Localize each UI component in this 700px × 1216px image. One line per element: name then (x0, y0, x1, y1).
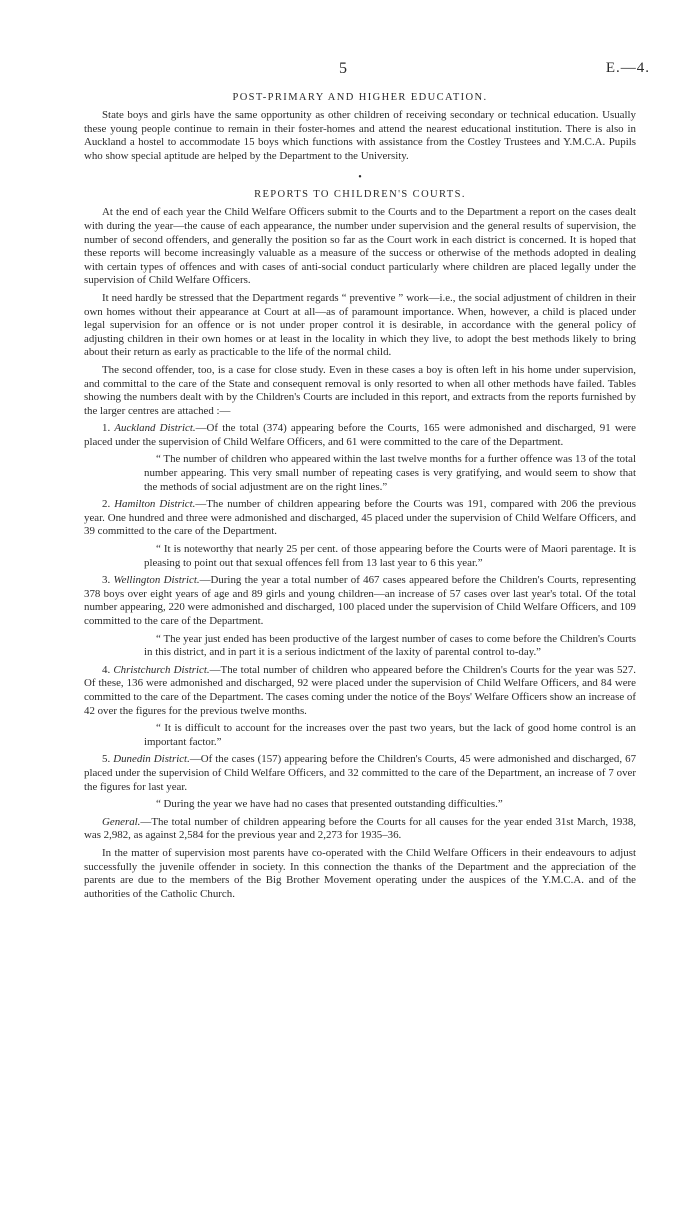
general-paragraph (84, 816, 636, 843)
district-name: Hamilton District. (114, 498, 196, 511)
district-paragraph-dunedin (84, 753, 636, 794)
district-quote-wellington: “ The year just ended has been productive of the largest number of cases to come before the Children's Courts in this district, and in part it is a serious indictment of the laxity of parental control to-day.” (144, 632, 636, 659)
district-name: Wellington District. (113, 574, 200, 587)
district-number: 5. (102, 753, 114, 766)
district-quote-auckland: “ The number of children who appeared within the last twelve months for a further offence was 13 of the total number appearing. This very small number of repeating cases is very gratifying, and would seem to show that the methods of social adjustment are on the right lines.” (144, 453, 636, 493)
paragraph-reports-1: At the end of each year the Child Welfare Officers submit to the Courts and to the Department a report on the cases dealt with during the year—the cause of each appearance, the number under supervision and the general results of supervision, the number of second offenders, and generally the position so far as the Court work in each district is concerned. It is hoped that these reports will become increasingly valuable as a measure of the success or otherwise of the methods adopted in dealing with certain types of offences and with cases of anti-social conduct particularly where children are placed legally under the supervision of Child Welfare Officers. (84, 206, 636, 287)
district-text: —Of the total (374) appearing before the Courts, 165 were admonished and discharged, 91 were placed under the supervision of Child Welfare Officers, and 61 were committed to the care of the Department. (84, 422, 637, 448)
section-heading-post-primary: POST-PRIMARY AND HIGHER EDUCATION. (232, 92, 488, 103)
paragraph-reports-2: It need hardly be stressed that the Department regards “ preventive ” work—i.e., the social adjustment of children in their own homes without their appearance at Court at all—as of paramount importance. When, however, a child is placed under legal supervision for an offence or is not under proper control it is desirable, in accordance with the general policy of adjusting children in their own homes or at least in the locality in which they live, to adopt the best methods likely to bring about their return as early as practicable to the life of the normal child. (84, 291, 636, 359)
district-text: —The number of children appearing before the Courts was 191, compared with 206 the previous year. One hundred and three were admonished and discharged, 45 placed under the supervision of Child Welfare Officers, and 39 committed to the care of the Department. (84, 498, 636, 538)
district-number: 3. (102, 574, 114, 587)
section-separator: • (358, 172, 362, 184)
district-paragraph-christchurch (84, 664, 636, 718)
document-body (84, 92, 636, 905)
district-quote-christchurch: “ It is difficult to account for the increases over the past two years, but the lack of good home control is an important factor.” (144, 722, 636, 748)
section-heading-reports: REPORTS TO CHILDREN'S COURTS. (254, 189, 466, 201)
page-reference: E.—4. (605, 60, 650, 76)
closing-paragraph: In the matter of supervision most parents have co-operated with the Child Welfare Officers in their endeavours to adjust successfully the juvenile offender in society. In this connection the thanks of the Department and the appreciation of the parents are due to the members of the Big Brother Movement operating under the auspices of the Y.M.C.A. and of the authorities of the Catholic Church. (84, 846, 636, 900)
paragraph-post-primary: State boys and girls have the same opportunity as other children of receiving secondary or technical education. Usually these young people continue to remain in their foster-homes and attend the nearest educational institution. There is also in Auckland a hostel to accommodate 15 boys which functions with assistance from the Costley Trustees and Y.M.C.A. Pupils who show special aptitude are helped by the Department to the University. (84, 109, 636, 162)
district-quote-dunedin: “ During the year we have had no cases that presented outstanding difficulties.” (156, 798, 503, 811)
page-number: 5 (339, 60, 347, 77)
general-text: —The total number of children appearing before the Courts for all causes for the year ended 31st March, 1938, was 2,982, as against 2,584 for the previous year and 2,273 for 1935–36. (84, 815, 636, 842)
district-name: Christchurch District. (113, 663, 210, 676)
district-text: —During the year a total number of 467 cases appeared before the Children's Courts, representing 378 boys over eight years of age and 89 girls and young children—an increase of 57 cases over last year's total. Of the total number appearing, 220 were admonished and discharged, 100 placed under the supervision of Child Welfare Officers, and 109 committed to the care of the Department. (84, 574, 637, 627)
district-number: 2. (102, 498, 115, 511)
district-paragraph-hamilton (84, 498, 636, 539)
district-paragraph-wellington (84, 574, 636, 628)
district-text: —The total number of children who appeared before the Children's Courts for the year was 527. Of these, 136 were admonished and discharged, 92 were placed under the supervision of Child Welfare Officers, and 84 were committed to the care of the Department. The cases coming under the notice of the Boys' Welfare Officers show an increase of 42 over the figures for the previous twelve months. (84, 663, 637, 717)
district-name: Auckland District. (114, 422, 196, 435)
district-paragraph-auckland (84, 422, 636, 449)
general-label: General. (102, 815, 141, 828)
district-number: 1. (102, 422, 115, 435)
district-name: Dunedin District. (113, 753, 190, 766)
district-text: —Of the cases (157) appearing before the Children's Courts, 45 were admonished and discharged, 67 placed under the supervision of Child Welfare Officers, and 32 committed to the care of the Department, an increase of 7 over the figures for last year. (84, 753, 637, 793)
paragraph-reports-3: The second offender, too, is a case for close study. Even in these cases a boy is often left in his home under supervision, and committal to the care of the State and consequent removal is only resorted to when all other methods have failed. Tables showing the numbers dealt with by the Children's Courts are included in this report, and extracts from the reports furnished by the larger centres are attached :— (84, 363, 636, 417)
district-quote-hamilton: “ It is noteworthy that nearly 25 per cent. of those appearing before the Courts were of Maori parentage. It is pleasing to point out that sexual offences fell from 13 last year to 6 this year.” (144, 543, 636, 569)
page-header (0, 60, 700, 82)
district-number: 4. (102, 663, 114, 676)
